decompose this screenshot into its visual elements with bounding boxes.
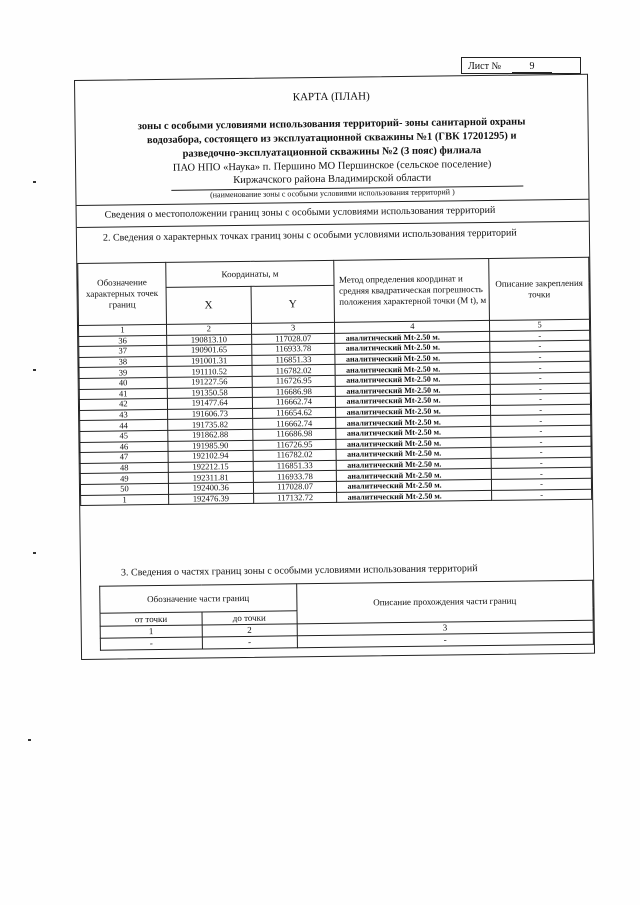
y-coordinate: 117132.72 [253,492,337,504]
parts-cell: - [297,632,594,648]
method-cell: аналитический Mt-2.50 м. [336,426,491,438]
fixing-description: - [491,425,591,437]
col-num: 1 [78,324,166,336]
fixing-description: - [491,404,591,416]
y-coordinate: 116726.95 [252,375,336,387]
section-1-title: Сведения о местоположении границ зоны с особыми условиями использования территорий [104,204,496,221]
point-number: 37 [79,346,167,358]
fixing-description: - [491,468,591,480]
x-coordinate: 191001.31 [167,355,252,367]
method-cell: аналитический Mt-2.50 м. [337,448,492,460]
section-3-title: 3. Сведения о частях границ зоны с особыми условиями использования территорий [120,563,478,579]
points-table [77,257,592,506]
x-coordinate: 191735.82 [168,419,253,431]
zone-line-1: зоны с особыми условиями использования территорий- зоны санитарной охраны [137,116,526,133]
x-coordinate: 190901.65 [167,345,252,357]
zone-line-3: разведочно-эксплуатационной скважины №2 (3 пояс) филиала [182,145,482,160]
x-coordinate: 191477.64 [167,398,252,410]
y-coordinate: 116726.95 [253,439,337,451]
x-coordinate: 192212.15 [168,461,253,473]
sheet-number-box [461,57,581,74]
method-cell: аналитический Mt-2.50 м. [337,469,492,481]
fixing-description: - [492,478,592,490]
x-coordinate: 191985.90 [168,440,253,452]
fixing-description: - [490,383,590,395]
method-cell: аналитический Mt-2.50 м. [336,437,491,449]
x-coordinate: 191350.58 [167,387,252,399]
col-designation-header: Обозначение характерных точек границ [78,262,167,325]
sheet-label: Лист № [468,61,501,72]
method-cell: аналитический Mt-2.50 м. [335,363,490,375]
method-cell: аналитический Mt-2.50 м. [337,458,492,470]
point-number: 48 [80,462,168,474]
y-coordinate: 117028.07 [253,481,337,493]
col-num: 3 [251,322,335,334]
point-number: 46 [80,441,168,453]
x-coordinate: 190813.10 [166,334,251,346]
y-coordinate: 116782.02 [252,365,336,377]
fixing-description: - [491,436,591,448]
doc-title: КАРТА (ПЛАН) [292,90,370,104]
col-num: 2 [166,323,251,335]
x-coordinate: 191862.88 [168,429,253,441]
fixing-description: - [490,362,590,374]
x-coordinate: 192311.81 [168,472,253,484]
method-cell: аналитический Mt-2.50 м. [336,405,491,417]
col-num: 5 [490,319,590,331]
fixing-description: - [490,340,590,352]
x-coordinate: 191227.56 [167,376,252,388]
point-number: 50 [80,483,168,495]
zone-line-5: Киржачского района Владимирской области [233,172,432,187]
col-num: 1 [100,625,202,638]
y-coordinate: 116933.78 [253,471,337,483]
x-coordinate: 192400.36 [168,482,253,494]
parts-table [99,580,594,651]
document-frame [74,74,595,660]
y-coordinate: 116686.98 [252,386,336,398]
y-coordinate: 116851.33 [252,354,336,366]
method-cell: аналитический Mt-2.50 м. [336,384,491,396]
part-designation-header: Обозначение части границ [100,584,297,613]
method-cell: аналитический Mt-2.50 м. [337,479,492,491]
x-coordinate: 192102.94 [168,450,253,462]
fixing-description: - [491,415,591,427]
x-coordinate: 191606.73 [167,408,252,420]
zone-line-4: ПАО НПО «Наука» п. Першино МО Першинское (сельское поселение) [172,158,492,174]
point-number: 43 [80,409,168,421]
method-cell: аналитический Mt-2.50 м. [335,342,490,354]
scan-speck [33,369,36,371]
method-cell: аналитический Mt-2.50 м. [337,490,492,502]
y-coordinate: 116662.74 [252,396,336,408]
col-num: 3 [297,620,594,636]
method-cell: аналитический Mt-2.50 м. [336,416,491,428]
fixing-description: - [490,351,590,363]
point-number: 40 [79,377,167,389]
zone-caption: (наименование зоны с особыми условиями использования территорий ) [210,187,455,200]
parts-cell: - [202,636,297,649]
scan-speck [33,181,36,183]
y-coordinate: 116662.74 [252,418,336,430]
col-num: 4 [335,320,490,332]
fixing-description: - [491,446,591,458]
point-number: 38 [79,356,167,368]
to-point-header: до точки [202,611,297,625]
point-number: 41 [79,388,167,400]
point-number: 36 [79,335,167,347]
y-coordinate: 116654.62 [252,407,336,419]
fixing-description: - [490,372,590,384]
method-cell: аналитический Mt-2.50 м. [336,395,491,407]
method-cell: аналитический Mt-2.50 м. [335,352,490,364]
zone-line-2: водозабора, состоящего из эксплуатационной скважины №1 (ГВК 17201295) и [146,130,517,147]
col-method-header: Метод определения координат и средняя квадратическая погрешность положения характерной точки (M t), м [334,258,489,322]
part-description-header: Описание прохождения части границ [296,580,593,624]
fixing-description: - [490,330,590,342]
y-coordinate: 116782.02 [253,449,337,461]
col-coords-header: Координаты, м [166,260,335,287]
method-cell: аналитический Mt-2.50 м. [335,331,490,343]
section-2-title: 2. Сведения о характерных точках границ зоны с особыми условиями использования территорий [102,227,517,244]
col-num: 2 [202,624,297,637]
from-point-header: от точки [100,612,202,626]
col-x-header: X [166,286,251,324]
point-number: 1 [81,494,169,506]
point-number: 39 [79,367,167,379]
point-number: 45 [80,430,168,442]
point-number: 42 [79,399,167,411]
fixing-description: - [491,457,591,469]
parts-cell: - [100,637,202,650]
point-number: 44 [80,420,168,432]
y-coordinate: 117028.07 [251,333,335,345]
method-cell: аналитический Mt-2.50 м. [336,373,491,385]
col-y-header: Y [251,285,335,323]
x-coordinate: 192476.39 [168,493,253,505]
col-desc-header: Описание закрепления точки [489,257,590,320]
x-coordinate: 191110.52 [167,366,252,378]
y-coordinate: 116686.98 [252,428,336,440]
sheet-number: 9 [512,58,552,73]
point-number: 47 [80,452,168,464]
fixing-description: - [492,489,592,501]
point-number: 49 [80,473,168,485]
y-coordinate: 116851.33 [253,460,337,472]
y-coordinate: 116933.78 [251,344,335,356]
fixing-description: - [491,393,591,405]
scan-speck [33,552,36,554]
scan-speck [28,739,31,741]
